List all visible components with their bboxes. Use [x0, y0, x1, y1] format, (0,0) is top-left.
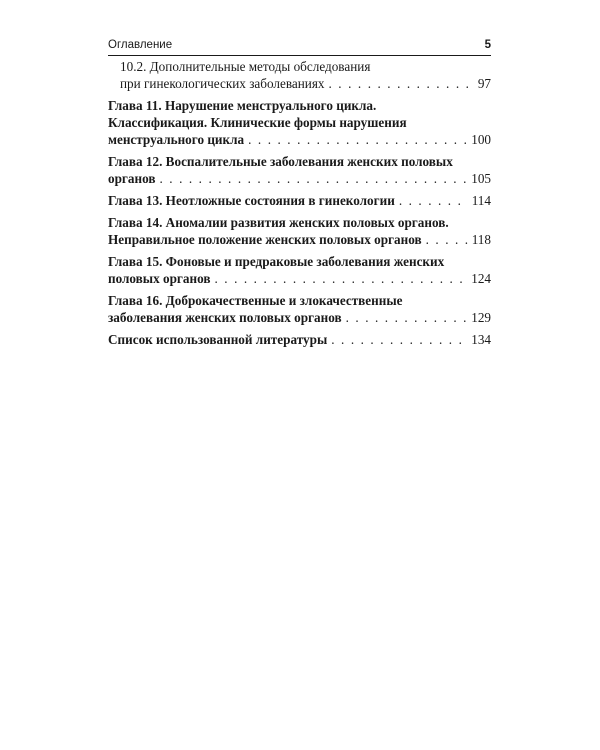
toc-entry-line [108, 131, 491, 148]
toc-entry-chapter-14[interactable] [108, 214, 491, 248]
dot-leader [329, 75, 474, 92]
toc-entry-line-text: заболевания женских половых органов [108, 310, 342, 325]
toc-entry-line: Глава 12. Воспалительные заболевания женских половых [108, 154, 453, 169]
toc-entry-line [108, 270, 491, 287]
toc-page-number: 118 [471, 232, 491, 247]
toc-entry-references[interactable] [108, 331, 491, 348]
dot-leader [160, 170, 468, 187]
page-number: 5 [484, 39, 491, 51]
toc-entry-line-text: органов [108, 171, 156, 186]
toc-entry-10-2[interactable] [108, 58, 491, 92]
toc-entry-line-text: при гинекологических заболеваниях [120, 76, 325, 91]
toc-entry-chapter-12[interactable] [108, 153, 491, 187]
toc-entry-line-text: Список использованной литературы [108, 332, 328, 347]
toc-entry-line-text: половых органов [108, 271, 211, 286]
toc-entry-chapter-13[interactable] [108, 192, 491, 209]
dot-leader [248, 131, 467, 148]
toc-entry-line: Глава 14. Аномалии развития женских половых органов. [108, 215, 449, 230]
dot-leader [215, 270, 468, 287]
dot-leader [331, 331, 467, 348]
dot-leader [346, 309, 468, 326]
dot-leader [426, 231, 468, 248]
toc-entry-line: Глава 11. Нарушение менструального цикла. [108, 98, 377, 113]
running-header [108, 39, 491, 56]
section-title: Оглавление [108, 39, 173, 51]
toc-entry-line-text: Неправильное положение женских половых органов [108, 232, 422, 247]
toc-page-number: 105 [471, 171, 491, 186]
toc-entry-line [120, 75, 491, 92]
toc-page-number: 129 [471, 310, 491, 325]
table-of-contents [108, 58, 491, 353]
toc-entry-chapter-11[interactable] [108, 97, 491, 148]
toc-page-number: 97 [477, 76, 491, 91]
toc-entry-line: 10.2. Дополнительные методы обследования [120, 59, 371, 74]
toc-entry-line [108, 309, 491, 326]
toc-entry-chapter-16[interactable] [108, 292, 491, 326]
toc-page-number: 114 [471, 193, 491, 208]
toc-entry-line-text: менструального цикла [108, 132, 245, 147]
toc-entry-line: Глава 16. Доброкачественные и злокачественные [108, 293, 403, 308]
toc-page-number: 124 [471, 271, 491, 286]
toc-entry-line: Классификация. Клинические формы нарушения [108, 115, 407, 130]
dot-leader [399, 192, 468, 209]
toc-entry-line: Глава 15. Фоновые и предраковые заболевания женских [108, 254, 445, 269]
toc-entry-chapter-15[interactable] [108, 253, 491, 287]
toc-entry-line [108, 331, 491, 348]
toc-entry-line [108, 170, 491, 187]
toc-page-number: 134 [471, 332, 491, 347]
toc-entry-line-text: Глава 13. Неотложные состояния в гинекологии [108, 193, 395, 208]
toc-page-number: 100 [471, 132, 491, 147]
toc-entry-line [108, 192, 491, 209]
toc-entry-line [108, 231, 491, 248]
